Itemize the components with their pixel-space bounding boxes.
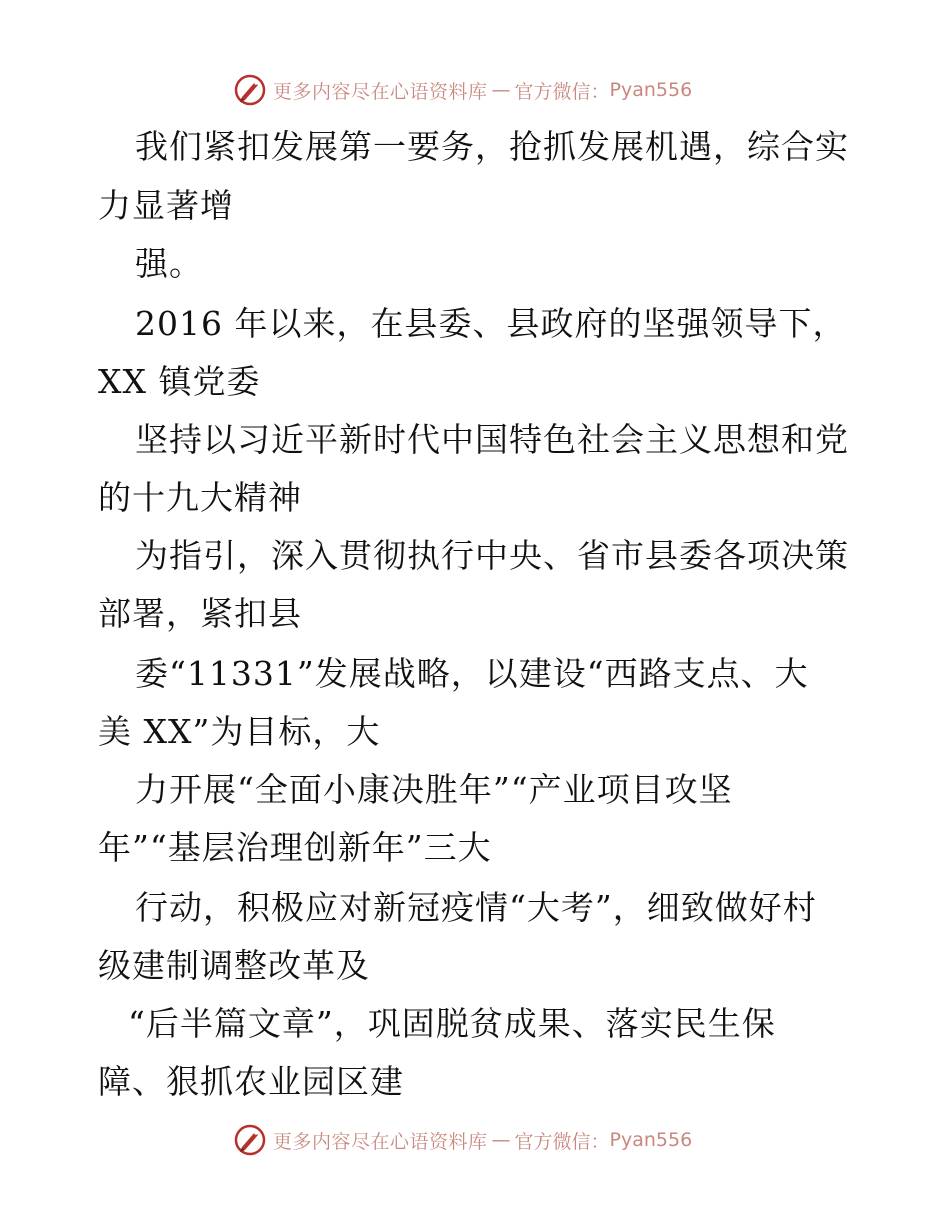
text-line: 障、狠抓农业园区建 — [98, 1062, 404, 1101]
text-line: 2016 年以来，在县委、县政府的坚强领导下， — [135, 304, 847, 343]
watermark-main-text: 更多内容尽在心语资料库 — [273, 1130, 488, 1153]
text-line: XX 镇党委 — [98, 362, 261, 401]
text-line: 年”“基层治理创新年”三大 — [98, 828, 492, 867]
text-line: 美 XX”为目标，大 — [98, 712, 381, 751]
pen-logo-icon — [233, 73, 267, 107]
text-line: “后半篇文章”，巩固脱贫成果、落实民生保 — [128, 1004, 776, 1043]
watermark-sub-text: 官方微信： — [514, 1130, 610, 1153]
text-line: 级建制调整改革及 — [98, 946, 370, 985]
text-line: 委“11331”发展战略，以建设“西路支点、大 — [135, 654, 809, 693]
text-line: 坚持以习近平新时代中国特色社会主义思想和党 — [135, 420, 849, 459]
watermark-id-text: Pyan556 — [609, 1129, 693, 1151]
watermark-dash: — — [491, 1129, 511, 1151]
text-line: 力开展“全面小康决胜年”“产业项目攻坚 — [135, 770, 733, 809]
text-line: 部署，紧扣县 — [98, 594, 302, 633]
footer-watermark — [233, 1122, 692, 1158]
text-line: 力显著增 — [98, 186, 234, 225]
text-line: 的十九大精神 — [98, 478, 302, 517]
text-line: 为指引，深入贯彻执行中央、省市县委各项决策 — [135, 536, 849, 575]
header-watermark — [233, 72, 692, 108]
watermark-dash: — — [491, 79, 511, 101]
text-line: 行动，积极应对新冠疫情“大考”，细致做好村 — [135, 888, 817, 927]
watermark-sub-text: 官方微信： — [514, 80, 610, 103]
watermark-main-text: 更多内容尽在心语资料库 — [273, 80, 488, 103]
watermark-id-text: Pyan556 — [609, 79, 693, 101]
text-line: 我们紧扣发展第一要务，抢抓发展机遇，综合实 — [135, 127, 849, 166]
pen-logo-icon — [233, 1123, 267, 1157]
text-line: 强。 — [135, 244, 203, 283]
